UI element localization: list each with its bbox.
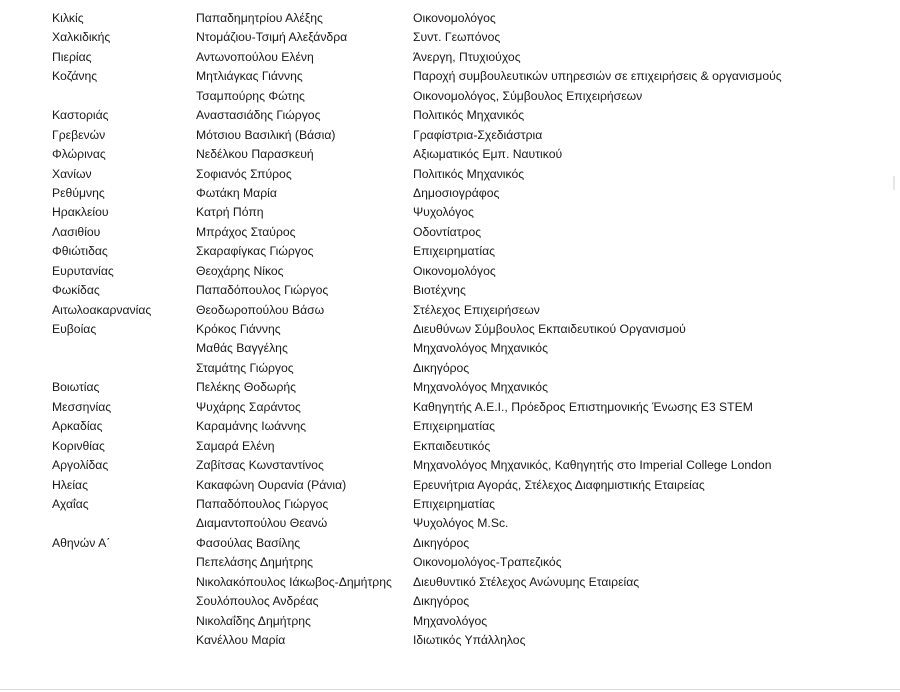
region-cell: Ευβοίας <box>52 322 97 336</box>
table-row <box>52 145 892 164</box>
name-cell: Καραμάνης Ιωάννης <box>196 419 306 434</box>
table-row <box>52 184 892 203</box>
name-cell: Ψυχάρης Σαράντος <box>196 399 301 414</box>
table-row <box>52 514 892 533</box>
occupation-cell: Μηχανολόγος Μηχανικός <box>413 341 548 356</box>
occupation-cell: Γραφίστρια-Σχεδιάστρια <box>413 127 543 142</box>
occupation-cell: Δικηγόρος <box>413 535 470 550</box>
region-cell: Κοζάνης <box>52 69 98 84</box>
region-cell: Αθηνών Α΄ <box>52 535 111 550</box>
name-cell: Μπράχος Σταύρος <box>196 224 296 239</box>
table-row <box>52 534 892 553</box>
name-cell: Θεοδωροπούλου Βάσω <box>196 302 325 317</box>
table-row <box>52 262 892 281</box>
occupation-cell: Επιχειρηματίας <box>413 419 496 434</box>
table-row <box>52 573 892 592</box>
table-row <box>52 592 892 611</box>
occupation-cell: Πολιτικός Μηχανικός <box>413 108 525 123</box>
region-cell: Ρεθύμνης <box>52 185 105 200</box>
occupation-cell: Δικηγόρος <box>413 360 470 375</box>
region-cell: Αιτωλοακαρνανίας <box>52 302 152 317</box>
table-row <box>52 553 892 572</box>
region-cell: Λασιθίου <box>52 224 101 239</box>
name-cell: Πεπελάσης Δημήτρης <box>196 555 314 570</box>
region-cell: Ευρυτανίας <box>52 263 114 278</box>
table-row <box>52 476 892 495</box>
name-cell: Κατρή Πόπη <box>196 205 264 220</box>
occupation-cell: Οικονομολόγος-Τραπεζικός <box>413 555 562 570</box>
region-cell: Γρεβενών <box>52 127 106 142</box>
name-cell: Παπαδημητρίου Αλέξης <box>196 11 323 25</box>
name-cell: Κακαφώνη Ουρανία (Ράνια) <box>196 477 347 492</box>
occupation-cell: Παροχή συμβουλευτικών υπηρεσιών σε επιχειρήσεις & οργανισμούς <box>413 69 782 84</box>
occupation-cell: Μηχανολόγος Μηχανικός, Καθηγητής στο Imperial College London <box>413 458 772 473</box>
name-cell: Αντωνοπούλου Ελένη <box>196 49 314 64</box>
table-row <box>52 9 892 28</box>
table-row <box>52 612 892 631</box>
occupation-cell: Ψυχολόγος M.Sc. <box>413 516 509 531</box>
region-cell: Χαλκιδικής <box>52 30 111 45</box>
table-row <box>52 87 892 106</box>
occupation-cell: Διευθυντικό Στέλεχος Ανώνυμης Εταιρείας <box>413 574 640 589</box>
table-row <box>52 301 892 320</box>
table-row <box>52 223 892 242</box>
name-cell: Σαμαρά Ελένη <box>196 438 275 453</box>
region-cell: Κορινθίας <box>52 438 105 453</box>
table-row <box>52 631 892 650</box>
occupation-cell: Πολιτικός Μηχανικός <box>413 166 525 181</box>
name-cell: Νικολαΐδης Δημήτρης <box>196 613 311 628</box>
occupation-cell: Οικονομολόγος, Σύμβουλος Επιχειρήσεων <box>413 88 643 103</box>
name-cell: Σταμάτης Γιώργος <box>196 360 294 375</box>
page-bottom-rule <box>0 689 900 690</box>
occupation-cell: Στέλεχος Επιχειρήσεων <box>413 302 540 317</box>
region-cell: Κιλκίς <box>52 11 84 25</box>
page-edge-mark <box>893 176 895 190</box>
name-cell: Μητλιάγκας Γιάννης <box>196 69 303 84</box>
table-row <box>52 456 892 475</box>
name-cell: Φωτάκη Μαρία <box>196 185 277 200</box>
table-row <box>52 378 892 397</box>
name-cell: Θεοχάρης Νίκος <box>196 263 284 278</box>
table-row <box>52 281 892 300</box>
occupation-cell: Μηχανολόγος <box>413 613 488 628</box>
name-cell: Ντομάζιου-Τσιμή Αλεξάνδρα <box>196 30 348 45</box>
table-row <box>52 417 892 436</box>
name-cell: Τσαμπούρης Φώτης <box>196 88 305 103</box>
region-cell: Φωκίδας <box>52 283 100 298</box>
region-cell: Πιερίας <box>52 49 92 64</box>
name-cell: Μαθάς Βαγγέλης <box>196 341 288 356</box>
region-cell: Φλώρινας <box>52 147 106 162</box>
region-cell: Αρκαδίας <box>52 419 103 434</box>
occupation-cell: Ερευνήτρια Αγοράς, Στέλεχος Διαφημιστικής Εταιρείας <box>413 477 705 492</box>
occupation-cell: Δικηγόρος <box>413 594 470 609</box>
region-cell: Αργολίδας <box>52 458 109 473</box>
occupation-cell: Βιοτέχνης <box>413 283 466 298</box>
name-cell: Σοφιανός Σπύρος <box>196 166 292 181</box>
name-cell: Ζαβίτσας Κωνσταντίνος <box>196 458 324 473</box>
region-cell: Φθιώτιδας <box>52 244 108 259</box>
region-cell: Χανίων <box>52 166 92 181</box>
region-cell: Καστοριάς <box>52 108 109 123</box>
occupation-cell: Συντ. Γεωπόνος <box>413 30 501 45</box>
name-cell: Νικολακόπουλος Ιάκωβος-Δημήτρης <box>196 574 392 589</box>
name-cell: Κρόκος Γιάννης <box>196 322 281 336</box>
table-row <box>52 106 892 125</box>
name-cell: Μότσιου Βασιλική (Βάσια) <box>196 127 336 142</box>
occupation-cell: Οικονομολόγος <box>413 263 496 278</box>
table-row <box>52 398 892 417</box>
occupation-cell: Μηχανολόγος Μηχανικός <box>413 380 548 395</box>
name-cell: Σκαραφίγκας Γιώργος <box>196 244 314 259</box>
name-cell: Παπαδόπουλος Γιώργος <box>196 496 329 511</box>
table-row <box>52 48 892 67</box>
name-cell: Πελέκης Θοδωρής <box>196 380 297 395</box>
name-cell: Νεδέλκου Παρασκευή <box>196 147 314 162</box>
name-cell: Παπαδόπουλος Γιώργος <box>196 283 329 298</box>
region-cell: Ηλείας <box>52 477 88 492</box>
occupation-cell: Δημοσιογράφος <box>413 185 500 200</box>
table-row <box>52 67 892 86</box>
table-row <box>52 242 892 261</box>
table-row <box>52 339 892 358</box>
table-row <box>52 320 892 339</box>
occupation-cell: Επιχειρηματίας <box>413 244 496 259</box>
occupation-cell: Οδοντίατρος <box>413 224 482 239</box>
name-cell: Σουλόπουλος Ανδρέας <box>196 594 319 609</box>
region-cell: Μεσσηνίας <box>52 399 112 414</box>
table-row <box>52 203 892 222</box>
occupation-cell: Άνεργη, Πτυχιούχος <box>413 49 521 64</box>
name-cell: Φασούλας Βασίλης <box>196 535 301 550</box>
region-cell: Αχαΐας <box>52 496 89 511</box>
table-row <box>52 126 892 145</box>
table-row <box>52 28 892 47</box>
occupation-cell: Καθηγητής Α.Ε.Ι., Πρόεδρος Επιστημονικής Ένωσης Ε3 STEM <box>413 399 753 414</box>
name-cell: Διαμαντοπούλου Θεανώ <box>196 516 328 531</box>
table-row <box>52 359 892 378</box>
occupation-cell: Αξιωματικός Εμπ. Ναυτικού <box>413 147 563 162</box>
name-cell: Κανέλλου Μαρία <box>196 633 286 647</box>
occupation-cell: Επιχειρηματίας <box>413 496 496 511</box>
table-row <box>52 165 892 184</box>
occupation-cell: Ιδιωτικός Υπάλληλος <box>413 633 526 647</box>
occupation-cell: Οικονομολόγος <box>413 11 496 25</box>
table-row <box>52 437 892 456</box>
region-cell: Ηρακλείου <box>52 205 109 220</box>
occupation-cell: Εκπαιδευτικός <box>413 438 491 453</box>
region-cell: Βοιωτίας <box>52 380 100 395</box>
occupation-cell: Διευθύνων Σύμβουλος Εκπαιδευτικού Οργανισμού <box>413 322 686 336</box>
candidates-table <box>52 9 892 650</box>
table-row <box>52 495 892 514</box>
name-cell: Αναστασιάδης Γιώργος <box>196 108 321 123</box>
occupation-cell: Ψυχολόγος <box>413 205 474 220</box>
